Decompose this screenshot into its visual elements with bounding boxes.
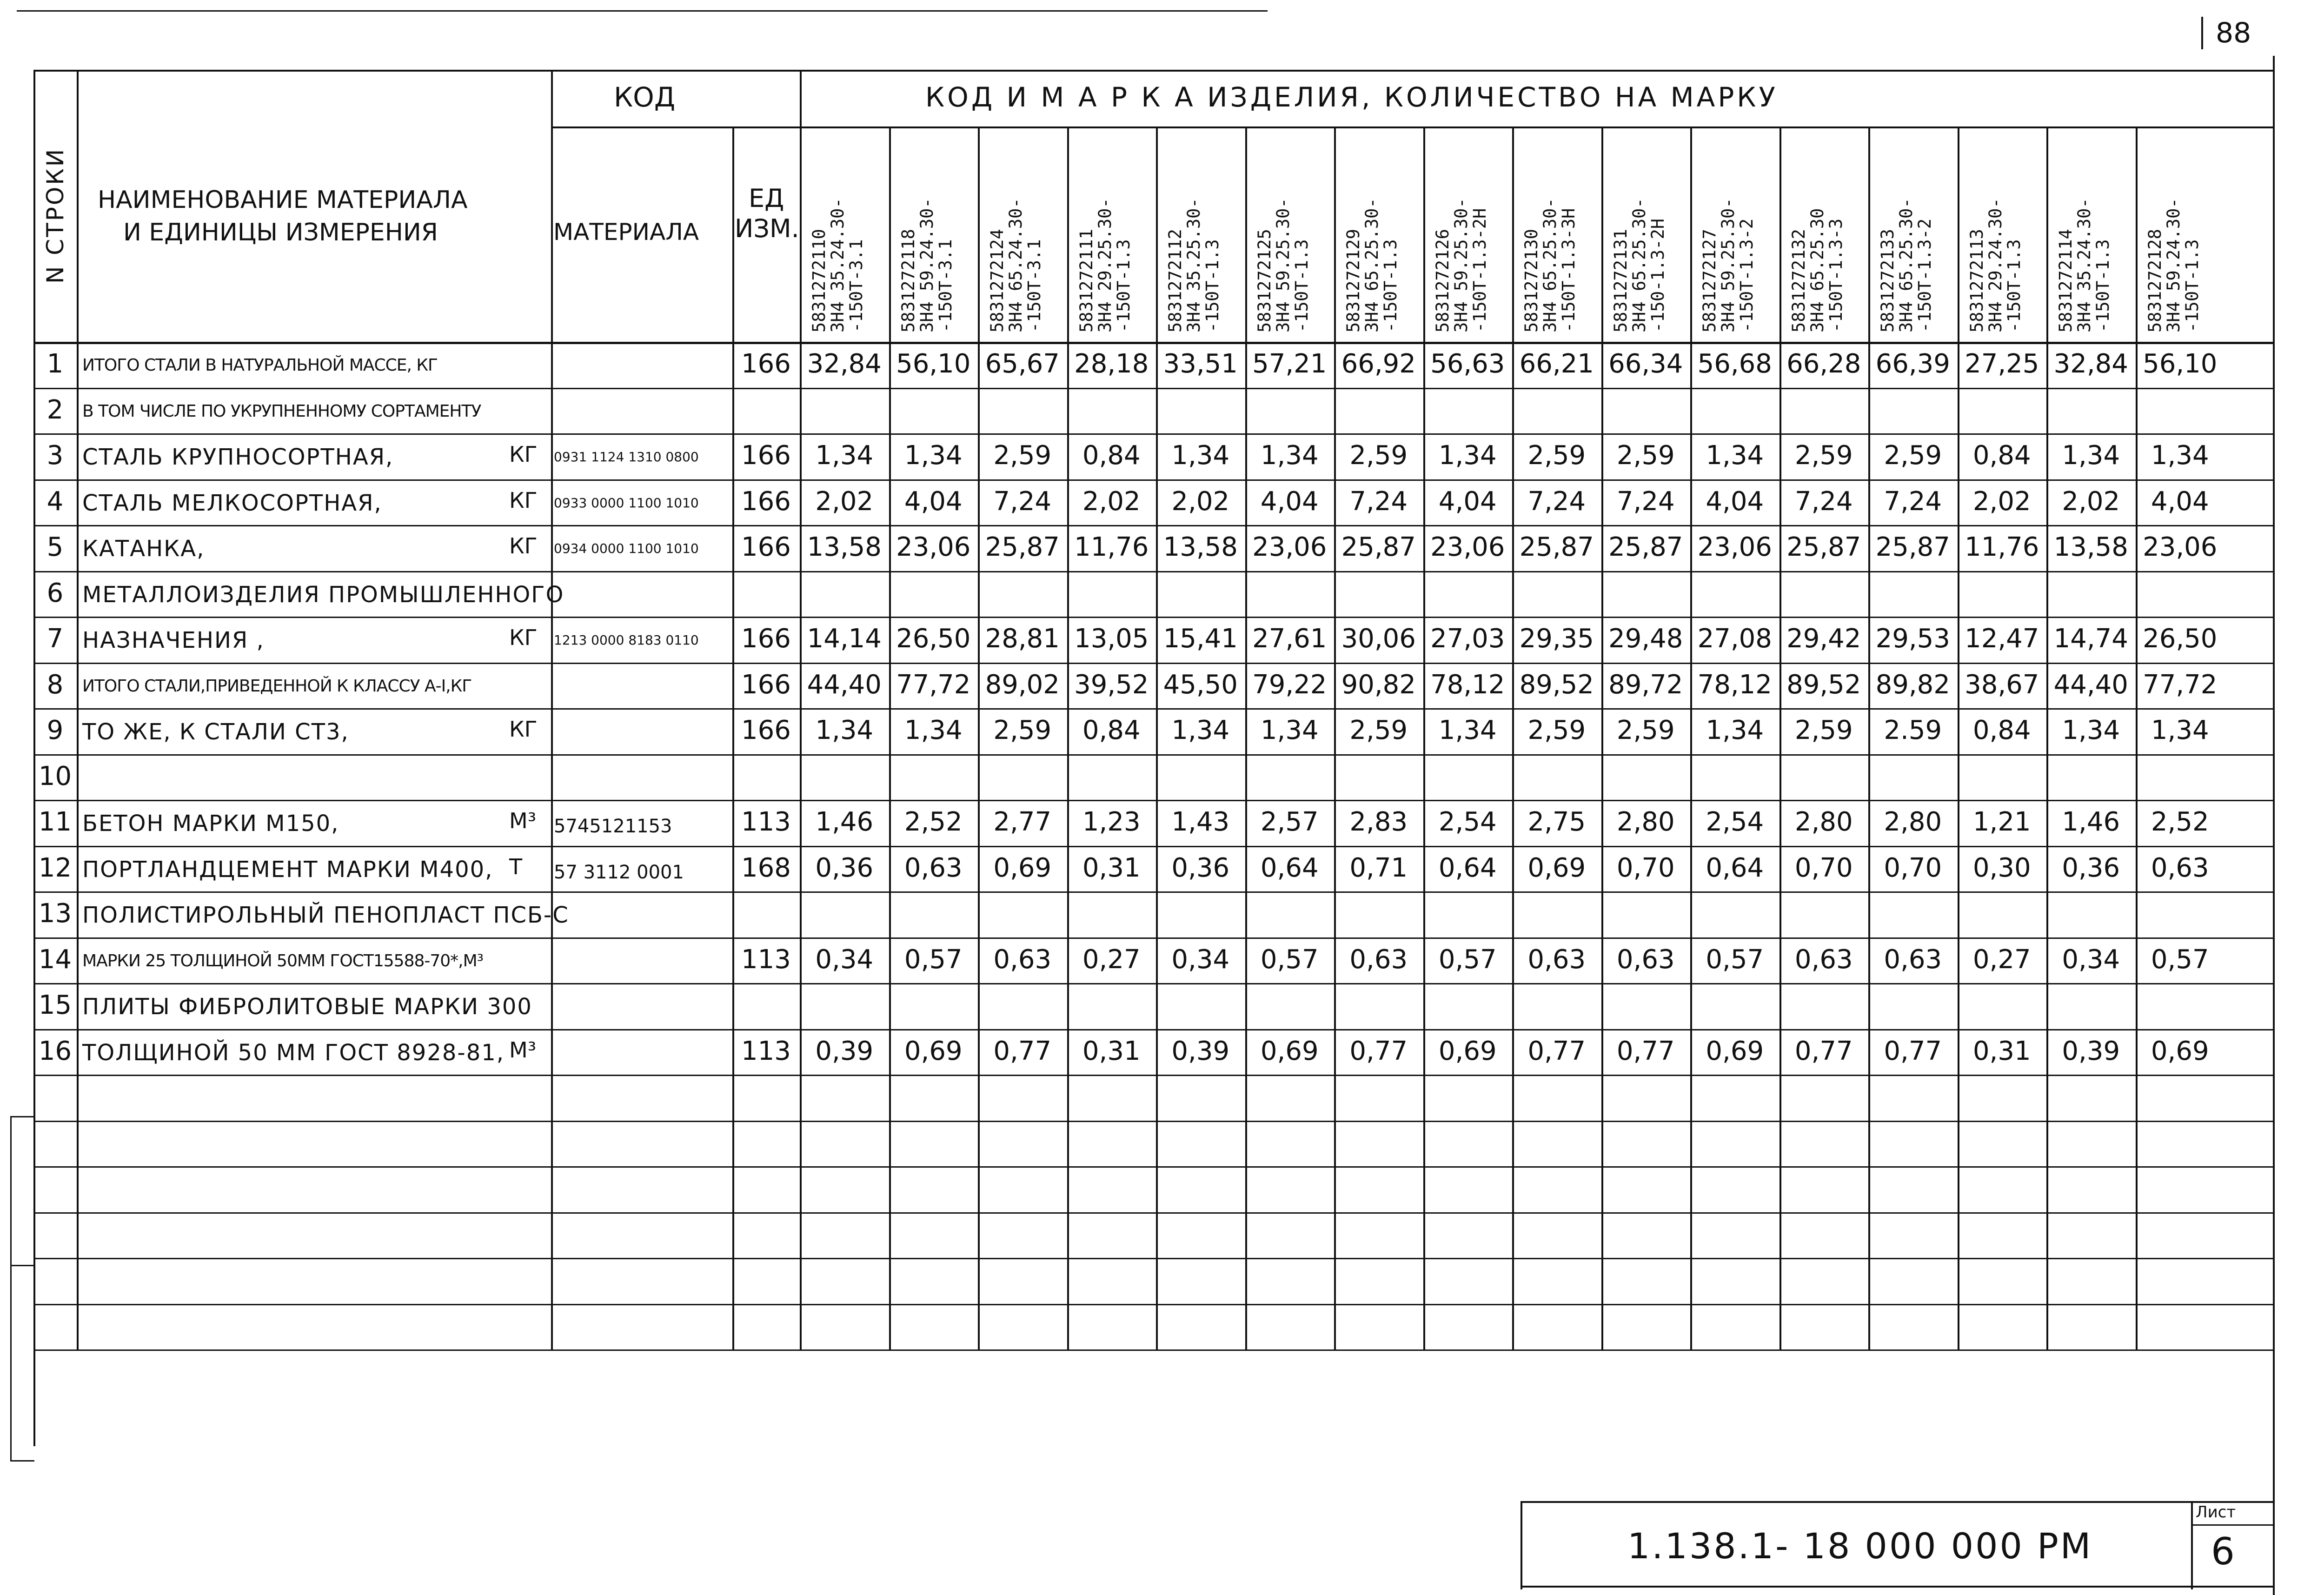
- quantity-value: 0,34: [2062, 944, 2120, 975]
- row-number: 3: [46, 440, 64, 471]
- quantity-value: 65,67: [985, 349, 1060, 379]
- material-code: 57 3112 0001: [554, 861, 684, 883]
- quantity-value: 7,24: [1616, 486, 1675, 517]
- quantity-value: 13,58: [807, 532, 882, 562]
- quantity-value: 15,41: [1163, 624, 1238, 654]
- quantity-value: 0,63: [1527, 944, 1586, 975]
- quantity-value: 56,63: [1430, 349, 1505, 379]
- unit-code: 166: [741, 532, 791, 562]
- quantity-value: 0,84: [1972, 715, 2031, 745]
- code-group-header: КОД: [614, 81, 676, 113]
- quantity-value: 0,71: [1349, 852, 1408, 883]
- quantity-value: 0,34: [815, 944, 874, 975]
- quantity-value: 0,70: [1884, 852, 1942, 883]
- material-name: МЕТАЛЛОИЗДЕЛИЯ ПРОМЫШЛЕННОГО: [82, 581, 564, 608]
- quantity-value: 0,64: [1706, 852, 1764, 883]
- quantity-value: 77,72: [896, 669, 971, 700]
- row-number: 9: [46, 715, 64, 745]
- row-number: 5: [46, 532, 64, 562]
- quantity-value: 0,31: [1082, 852, 1141, 883]
- quantity-value: 1,34: [1171, 440, 1230, 471]
- product-column-header: 5831272111 ЗН4 29.25.30- -150Т-1.3: [1076, 198, 1134, 332]
- quantity-value: 1,46: [2062, 807, 2120, 837]
- quantity-value: 0,69: [1438, 1036, 1497, 1066]
- col-line: [800, 70, 802, 1349]
- quantity-value: 0,27: [1972, 944, 2031, 975]
- material-code: 1213 0000 8183 0110: [554, 632, 699, 648]
- quantity-value: 0,57: [1260, 944, 1319, 975]
- quantity-value: 1,34: [1171, 715, 1230, 745]
- quantity-value: 1,34: [1260, 440, 1319, 471]
- row-number: 6: [46, 578, 64, 608]
- quantity-value: 11,76: [1965, 532, 2039, 562]
- quantity-value: 44,40: [2053, 669, 2128, 700]
- document-code: 1.138.1- 18 000 000 РМ: [1627, 1525, 2093, 1567]
- quantity-value: 4,04: [1438, 486, 1497, 517]
- row-line: [33, 800, 2273, 801]
- quantity-value: 2,83: [1349, 807, 1408, 837]
- unit-code: 166: [741, 440, 791, 471]
- material-name: В ТОМ ЧИСЛЕ ПО УКРУПНЕННОМУ СОРТАМЕНТУ: [82, 401, 481, 421]
- quantity-value: 0,69: [1260, 1036, 1319, 1066]
- quantity-value: 90,82: [1341, 669, 1416, 700]
- quantity-value: 0,63: [904, 852, 963, 883]
- quantity-value: 2.59: [1884, 715, 1942, 745]
- quantity-value: 0,69: [1706, 1036, 1764, 1066]
- quantity-value: 4,04: [904, 486, 963, 517]
- quantity-value: 0,57: [2151, 944, 2209, 975]
- quantity-value: 0,69: [904, 1036, 963, 1066]
- quantity-value: 29,35: [1519, 624, 1594, 654]
- row-number: 10: [38, 761, 72, 791]
- unit-code: 166: [741, 349, 791, 379]
- quantity-value: 89,52: [1519, 669, 1594, 700]
- quantity-value: 56,10: [896, 349, 971, 379]
- quantity-value: 30,06: [1341, 624, 1416, 654]
- quantity-value: 89,02: [985, 669, 1060, 700]
- quantity-value: 1,34: [2062, 440, 2120, 471]
- quantity-value: 0,70: [1616, 852, 1675, 883]
- quantity-value: 2,54: [1706, 807, 1764, 837]
- row-line: [33, 1121, 2273, 1122]
- unit-code: 166: [741, 715, 791, 745]
- material-code: 0934 0000 1100 1010: [554, 541, 699, 556]
- quantity-value: 1,34: [815, 715, 874, 745]
- quantity-value: 28,81: [985, 624, 1060, 654]
- material-name: ИТОГО СТАЛИ,ПРИВЕДЕННОЙ К КЛАССУ А-I,КГ: [82, 676, 472, 696]
- quantity-value: 2,80: [1884, 807, 1942, 837]
- page-number: 88: [2216, 17, 2251, 49]
- quantity-value: 2,57: [1260, 807, 1319, 837]
- material-name: ТОЛЩИНОЙ 50 ММ ГОСТ 8928-81,: [82, 1039, 505, 1066]
- quantity-value: 2,59: [1349, 440, 1408, 471]
- quantity-value: 0,63: [2151, 852, 2209, 883]
- row-line: [33, 388, 2273, 389]
- quantity-value: 0,36: [2062, 852, 2120, 883]
- quantity-value: 13,05: [1074, 624, 1149, 654]
- quantity-value: 2,52: [904, 807, 963, 837]
- row-line: [33, 754, 2273, 756]
- material-name: СТАЛЬ МЕЛКОСОРТНАЯ,: [82, 490, 382, 516]
- quantity-value: 0,63: [993, 944, 1052, 975]
- row-number: 1: [46, 349, 64, 379]
- material-unit: КГ: [509, 717, 538, 742]
- col-line: [551, 70, 553, 1349]
- quantity-value: 66,28: [1786, 349, 1861, 379]
- quantity-value: 26,50: [896, 624, 971, 654]
- name-header-line2: И ЕДИНИЦЫ ИЗМЕРЕНИЯ: [123, 219, 438, 246]
- quantity-value: 66,92: [1341, 349, 1416, 379]
- quantity-value: 25,87: [1786, 532, 1861, 562]
- quantity-value: 2,59: [1349, 715, 1408, 745]
- quantity-value: 4,04: [1260, 486, 1319, 517]
- quantity-value: 27,25: [1965, 349, 2039, 379]
- quantity-value: 27,03: [1430, 624, 1505, 654]
- quantity-value: 66,34: [1608, 349, 1683, 379]
- quantity-value: 2,52: [2151, 807, 2209, 837]
- quantity-value: 78,12: [1697, 669, 1772, 700]
- material-name: ПЛИТЫ ФИБРОЛИТОВЫЕ МАРКИ 300: [82, 994, 532, 1020]
- quantity-value: 1,34: [1706, 715, 1764, 745]
- quantity-value: 0,57: [904, 944, 963, 975]
- quantity-value: 7,24: [993, 486, 1052, 517]
- quantity-value: 29,53: [1875, 624, 1950, 654]
- quantity-value: 0,63: [1794, 944, 1853, 975]
- unit-code: 113: [741, 944, 791, 975]
- product-column-header: 5831272124 ЗН4 65.24.30- -150Т-3.1: [987, 198, 1044, 332]
- quantity-value: 1,43: [1171, 807, 1230, 837]
- quantity-value: 38,67: [1965, 669, 2039, 700]
- quantity-value: 2,59: [1616, 715, 1675, 745]
- row-line: [33, 1212, 2273, 1214]
- quantity-value: 2,80: [1794, 807, 1853, 837]
- product-column-header: 5831272126 ЗН4 59.25.30- -150Т-1.3-2Н: [1432, 198, 1490, 332]
- row-line: [33, 433, 2273, 435]
- unit-code: 113: [741, 1036, 791, 1066]
- product-column-header: 5831272127 ЗН4 59.25.30- -150Т-1.3-2: [1700, 198, 1757, 332]
- name-header-line1: НАИМЕНОВАНИЕ МАТЕРИАЛА: [98, 186, 468, 214]
- quantity-value: 0,77: [1349, 1036, 1408, 1066]
- material-name: КАТАНКА,: [82, 536, 205, 562]
- quantity-value: 0,57: [1706, 944, 1764, 975]
- product-column-header: 5831272114 ЗН4 35.24.30- -150Т-1.3: [2056, 198, 2113, 332]
- quantity-value: 0,39: [2062, 1036, 2120, 1066]
- quantity-value: 0,63: [1349, 944, 1408, 975]
- quantity-value: 79,22: [1252, 669, 1327, 700]
- quantity-value: 0,64: [1438, 852, 1497, 883]
- row-line: [33, 1075, 2273, 1076]
- row-line: [33, 1304, 2273, 1305]
- quantity-value: 32,84: [2053, 349, 2128, 379]
- quantity-value: 45,50: [1163, 669, 1238, 700]
- quantity-value: 29,42: [1786, 624, 1861, 654]
- row-line: [33, 937, 2273, 939]
- unit-code: 168: [741, 852, 791, 883]
- product-column-header: 5831272118 ЗН4 59.24.30- -150Т-3.1: [898, 198, 956, 332]
- quantity-value: 89,52: [1786, 669, 1861, 700]
- quantity-value: 0,36: [815, 852, 874, 883]
- quantity-value: 25,87: [1341, 532, 1416, 562]
- quantity-value: 25,87: [1519, 532, 1594, 562]
- row-line: [33, 617, 2273, 618]
- quantity-value: 2,02: [1171, 486, 1230, 517]
- row-line: [33, 571, 2273, 572]
- quantity-value: 1,34: [2062, 715, 2120, 745]
- quantity-value: 11,76: [1074, 532, 1149, 562]
- quantity-value: 7,24: [1527, 486, 1586, 517]
- quantity-value: 0,69: [1527, 852, 1586, 883]
- quantity-value: 77,72: [2143, 669, 2218, 700]
- row-number: 14: [38, 944, 72, 975]
- quantity-value: 2,59: [1616, 440, 1675, 471]
- quantity-value: 23,06: [896, 532, 971, 562]
- row-line: [33, 1166, 2273, 1168]
- quantity-value: 0,77: [1616, 1036, 1675, 1066]
- material-code-header: МАТЕРИАЛА: [553, 219, 699, 246]
- product-group-header: КОД И М А Р К А ИЗДЕЛИЯ, КОЛИЧЕСТВО НА МАРКУ: [925, 81, 1778, 113]
- row-number: 13: [38, 898, 72, 929]
- quantity-value: 26,50: [2143, 624, 2218, 654]
- quantity-value: 1,34: [1706, 440, 1764, 471]
- material-unit: М³: [509, 808, 537, 833]
- product-column-header: 5831272133 ЗН4 65.25.30- -150Т-1.3-2: [1878, 198, 1935, 332]
- quantity-value: 14,74: [2053, 624, 2128, 654]
- material-name: ТО ЖЕ, К СТАЛИ СТ3,: [82, 719, 349, 745]
- quantity-value: 66,21: [1519, 349, 1594, 379]
- quantity-value: 7,24: [1884, 486, 1942, 517]
- quantity-value: 0,39: [815, 1036, 874, 1066]
- quantity-value: 0,84: [1082, 440, 1141, 471]
- quantity-value: 0,77: [1527, 1036, 1586, 1066]
- quantity-value: 29,48: [1608, 624, 1683, 654]
- quantity-value: 44,40: [807, 669, 882, 700]
- quantity-value: 57,21: [1252, 349, 1327, 379]
- product-column-header: 5831272130 ЗН4 65.25.30- -150Т-1.3-3Н: [1521, 198, 1579, 332]
- quantity-value: 27,08: [1697, 624, 1772, 654]
- quantity-value: 1,34: [2151, 715, 2209, 745]
- product-column-header: 5831272113 ЗН4 29.24.30- -150Т-1.3: [1966, 198, 2024, 332]
- quantity-value: 2,77: [993, 807, 1052, 837]
- sheet-number: 6: [2211, 1530, 2235, 1573]
- quantity-value: 14,14: [807, 624, 882, 654]
- quantity-value: 4,04: [2151, 486, 2209, 517]
- product-column-header: 5831272132 ЗН4 65.25.30 -150Т-1.3-3: [1788, 208, 1846, 332]
- quantity-value: 13,58: [1163, 532, 1238, 562]
- quantity-value: 23,06: [1697, 532, 1772, 562]
- quantity-value: 39,52: [1074, 669, 1149, 700]
- quantity-value: 1,46: [815, 807, 874, 837]
- quantity-value: 25,87: [985, 532, 1060, 562]
- quantity-value: 0,64: [1260, 852, 1319, 883]
- quantity-value: 1,34: [1438, 440, 1497, 471]
- quantity-value: 12,47: [1965, 624, 2039, 654]
- quantity-value: 66,39: [1875, 349, 1950, 379]
- col-line: [77, 70, 79, 1349]
- quantity-value: 1,34: [904, 440, 963, 471]
- material-unit: КГ: [509, 487, 538, 513]
- quantity-value: 0,84: [1082, 715, 1141, 745]
- quantity-value: 28,18: [1074, 349, 1149, 379]
- quantity-value: 1,34: [1438, 715, 1497, 745]
- quantity-value: 0,34: [1171, 944, 1230, 975]
- quantity-value: 56,10: [2143, 349, 2218, 379]
- quantity-value: 89,72: [1608, 669, 1683, 700]
- material-code: 0931 1124 1310 0800: [554, 449, 699, 465]
- row-number: 16: [38, 1036, 72, 1066]
- quantity-value: 0,70: [1794, 852, 1853, 883]
- quantity-value: 2,75: [1527, 807, 1586, 837]
- material-name: ИТОГО СТАЛИ В НАТУРАЛЬНОЙ МАССЕ, КГ: [82, 356, 438, 375]
- row-line: [33, 846, 2273, 847]
- quantity-value: 0,57: [1438, 944, 1497, 975]
- quantity-value: 0,63: [1884, 944, 1942, 975]
- unit-code: 166: [741, 486, 791, 517]
- material-code: 5745121153: [554, 816, 672, 837]
- product-column-header: 5831272112 ЗН4 35.25.30- -150Т-1.3: [1165, 198, 1222, 332]
- material-unit: КГ: [509, 625, 538, 650]
- product-column-header: 5831272131 ЗН4 65.25.30- -150-1.3-2Н: [1610, 198, 1668, 332]
- quantity-value: 2,59: [1794, 440, 1853, 471]
- material-unit: КГ: [509, 533, 538, 558]
- product-column-header: 5831272125 ЗН4 59.25.30- -150Т-1.3: [1254, 198, 1312, 332]
- quantity-value: 7,24: [1349, 486, 1408, 517]
- quantity-value: 0,63: [1616, 944, 1675, 975]
- quantity-value: 2,54: [1438, 807, 1497, 837]
- quantity-value: 2,59: [1527, 440, 1586, 471]
- quantity-value: 23,06: [2143, 532, 2218, 562]
- quantity-value: 0,69: [993, 852, 1052, 883]
- quantity-value: 2,59: [993, 440, 1052, 471]
- quantity-value: 0,69: [2151, 1036, 2209, 1066]
- row-line: [33, 1029, 2273, 1030]
- header-bottom-line: [33, 342, 2273, 344]
- row-line: [33, 663, 2273, 664]
- row-number: 7: [46, 624, 64, 654]
- row-line: [33, 891, 2273, 893]
- product-column-header: 5831272128 ЗН4 59.24.30- -150Т-1.3: [2145, 198, 2202, 332]
- row-number-header: N СТРОКИ: [42, 147, 69, 284]
- quantity-value: 1,21: [1972, 807, 2031, 837]
- row-line: [33, 708, 2273, 710]
- row-number: 4: [46, 486, 64, 517]
- row-number: 11: [38, 807, 72, 837]
- quantity-value: 13,58: [2053, 532, 2128, 562]
- quantity-value: 2,59: [993, 715, 1052, 745]
- material-code: 0933 0000 1100 1010: [554, 495, 699, 511]
- quantity-value: 0,84: [1972, 440, 2031, 471]
- material-name: МАРКИ 25 ТОЛЩИНОЙ 50ММ ГОСТ15588-70*,М³: [82, 951, 484, 970]
- quantity-value: 0,77: [1794, 1036, 1853, 1066]
- quantity-value: 2,59: [1527, 715, 1586, 745]
- quantity-value: 1,23: [1082, 807, 1141, 837]
- row-line: [33, 1349, 2273, 1351]
- material-name: ПОРТЛАНДЦЕМЕНТ МАРКИ М400,: [82, 856, 493, 883]
- quantity-value: 1,34: [1260, 715, 1319, 745]
- material-unit: М³: [509, 1037, 537, 1063]
- unit-code: 166: [741, 669, 791, 700]
- sheet-label: Лист: [2196, 1503, 2236, 1522]
- unit-header-line1: ЕД: [749, 184, 784, 213]
- quantity-value: 0,31: [1082, 1036, 1141, 1066]
- quantity-value: 7,24: [1794, 486, 1853, 517]
- material-unit: КГ: [509, 442, 538, 467]
- quantity-value: 0,36: [1171, 852, 1230, 883]
- quantity-value: 0,77: [993, 1036, 1052, 1066]
- product-column-header: 5831272110 ЗН4 35.24.30- -150Т-3.1: [809, 198, 866, 332]
- quantity-value: 56,68: [1697, 349, 1772, 379]
- quantity-value: 89,82: [1875, 669, 1950, 700]
- row-line: [33, 1258, 2273, 1259]
- quantity-value: 25,87: [1608, 532, 1683, 562]
- quantity-value: 23,06: [1252, 532, 1327, 562]
- quantity-value: 0,31: [1972, 1036, 2031, 1066]
- quantity-value: 2,59: [1794, 715, 1853, 745]
- quantity-value: 2,02: [1972, 486, 2031, 517]
- quantity-value: 4,04: [1706, 486, 1764, 517]
- material-name: БЕТОН МАРКИ М150,: [82, 811, 339, 837]
- row-number: 12: [38, 852, 72, 883]
- material-name: ПОЛИСТИРОЛЬНЫЙ ПЕНОПЛАСТ ПСБ-С: [82, 902, 569, 928]
- quantity-value: 0,27: [1082, 944, 1141, 975]
- quantity-value: 33,51: [1163, 349, 1238, 379]
- quantity-value: 2,59: [1884, 440, 1942, 471]
- quantity-value: 1,34: [904, 715, 963, 745]
- row-number: 8: [46, 669, 64, 700]
- row-line: [33, 479, 2273, 481]
- quantity-value: 0,30: [1972, 852, 2031, 883]
- quantity-value: 0,77: [1884, 1036, 1942, 1066]
- material-name: СТАЛЬ КРУПНОСОРТНАЯ,: [82, 444, 394, 470]
- material-name: НАЗНАЧЕНИЯ ,: [82, 627, 265, 653]
- quantity-value: 25,87: [1875, 532, 1950, 562]
- quantity-value: 27,61: [1252, 624, 1327, 654]
- quantity-value: 1,34: [815, 440, 874, 471]
- row-number: 15: [38, 990, 72, 1020]
- row-number: 2: [46, 394, 64, 425]
- quantity-value: 32,84: [807, 349, 882, 379]
- row-line: [33, 525, 2273, 526]
- quantity-value: 0,39: [1171, 1036, 1230, 1066]
- quantity-value: 23,06: [1430, 532, 1505, 562]
- unit-code: 166: [741, 624, 791, 654]
- material-unit: Т: [509, 854, 523, 879]
- unit-code: 113: [741, 807, 791, 837]
- unit-header-line2: ИЗМ.: [735, 214, 799, 243]
- quantity-value: 78,12: [1430, 669, 1505, 700]
- quantity-value: 2,02: [2062, 486, 2120, 517]
- product-column-header: 5831272129 ЗН4 65.25.30- -150Т-1.3: [1343, 198, 1401, 332]
- quantity-value: 2,80: [1616, 807, 1675, 837]
- header-subline: [551, 126, 2273, 128]
- quantity-value: 2,02: [1082, 486, 1141, 517]
- row-line: [33, 983, 2273, 984]
- quantity-value: 2,02: [815, 486, 874, 517]
- quantity-value: 1,34: [2151, 440, 2209, 471]
